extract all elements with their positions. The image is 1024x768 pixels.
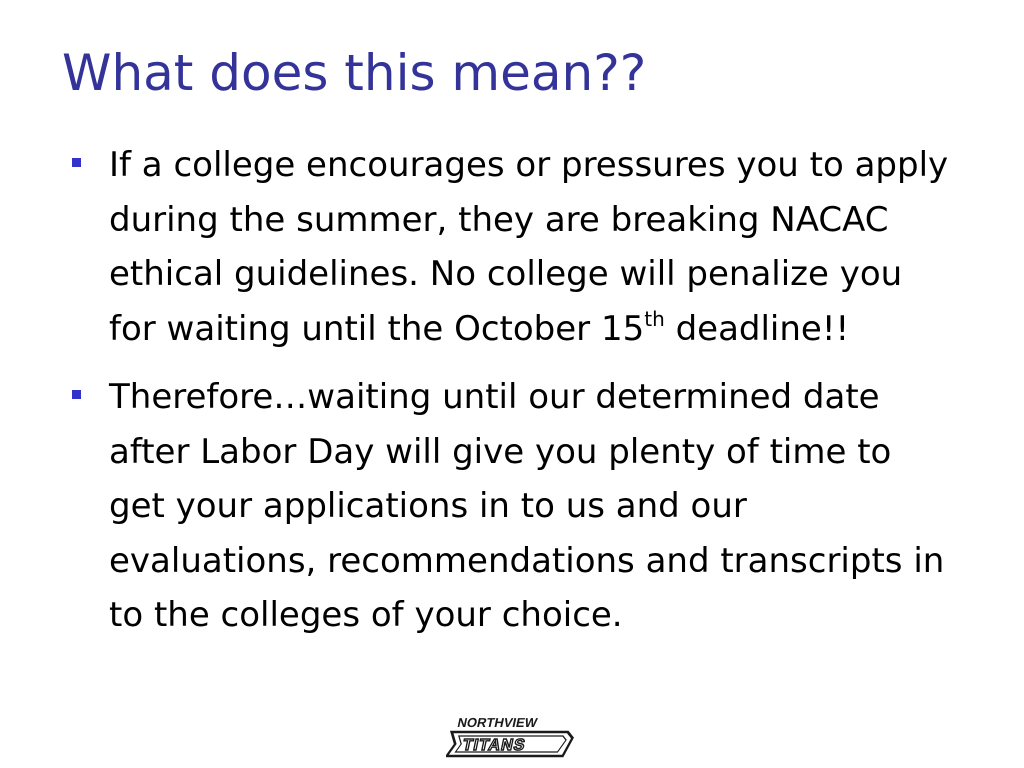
northview-titans-logo [446,712,576,762]
bullet-item-1 [72,138,952,356]
slide-title: What does this mean?? [62,44,647,102]
ordinal-superscript: th [644,306,665,331]
square-bullet-icon [72,390,81,399]
logo-graphic-icon [446,712,576,762]
bullet-item-2 [72,370,952,643]
logo-top-text: NORTHVIEW [456,715,539,730]
logo-bottom-text: TITANS [461,736,528,754]
bullet-text-part: deadline!! [664,308,850,349]
bullet-list [72,138,952,643]
square-bullet-icon [72,158,81,167]
bullet-text-part: If a college encourages or pressures you to apply during the summer, they are breaking NACAC ethical guidelines. No college will penalize you for waiting until the October 15 [109,145,949,349]
bullet-text: Therefore…waiting until our determined date after Labor Day will give you plenty of time to get your applications in to us and our evaluations, recommendations and transcripts in to the colleges of your choice. [109,377,945,635]
